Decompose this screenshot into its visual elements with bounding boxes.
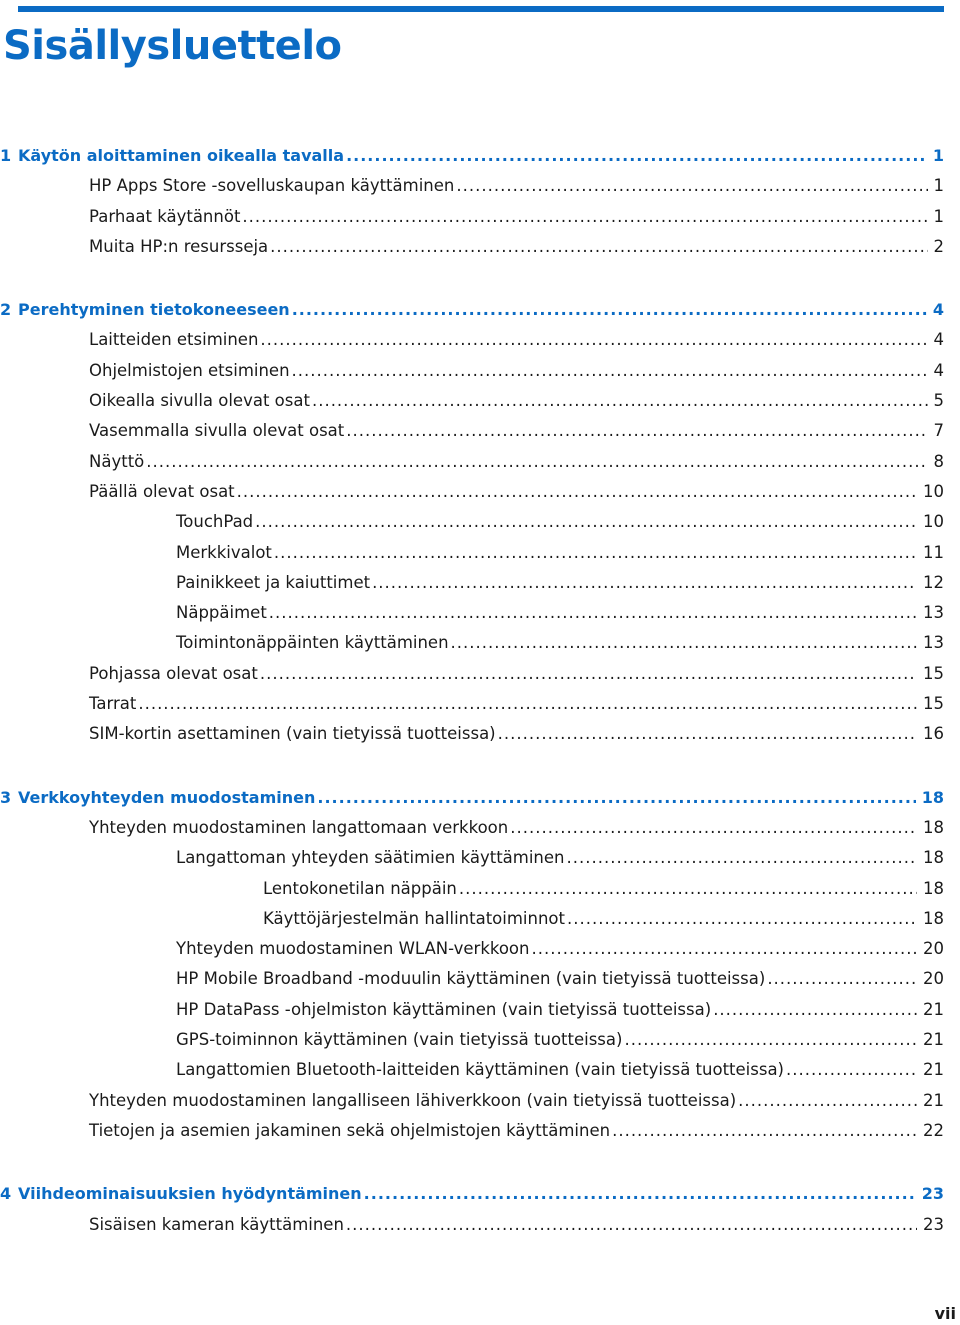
toc-entry[interactable]	[0, 171, 944, 201]
toc-entry[interactable]	[0, 202, 944, 232]
dot-leader	[510, 813, 917, 843]
toc-entry-label: Vasemmalla sivulla olevat osat	[89, 421, 345, 441]
toc-entry-label: Yhteyden muodostaminen WLAN-verkkoon	[176, 939, 530, 959]
toc-entry[interactable]	[0, 628, 944, 658]
chapter-title	[0, 1179, 364, 1209]
toc-entry-page-number: 7	[933, 421, 944, 441]
toc-entry-page-number: 16	[923, 724, 944, 744]
toc-entry-label: Langattoman yhteyden säätimien käyttäminen	[176, 848, 565, 868]
dot-leader	[270, 232, 927, 262]
toc-entry-page-number: 13	[923, 633, 944, 653]
toc-entry-page-number: 22	[923, 1120, 944, 1140]
toc-entry-label: Yhteyden muodostaminen langattomaan verkkoon	[89, 817, 509, 837]
chapter-number: 1	[0, 146, 12, 165]
dot-leader	[346, 416, 927, 446]
dot-leader	[372, 568, 917, 598]
toc-entry[interactable]	[0, 356, 944, 386]
toc-entry-page-number: 1	[933, 176, 944, 196]
dot-leader	[456, 171, 927, 201]
toc-entry[interactable]	[0, 538, 944, 568]
chapter-title	[0, 783, 317, 813]
toc-entry[interactable]	[0, 416, 944, 446]
toc-entry-page-number: 1	[933, 206, 944, 226]
top-rule	[18, 6, 944, 12]
toc-entry-label: Lentokonetilan näppäin	[263, 878, 457, 898]
toc-entry-label: Käyttöjärjestelmän hallintatoiminnot	[263, 908, 565, 928]
toc-chapter-1[interactable]	[0, 141, 944, 171]
dot-leader	[269, 598, 917, 628]
toc-entry[interactable]	[0, 568, 944, 598]
toc-entry[interactable]	[0, 1210, 944, 1240]
toc-entry[interactable]	[0, 934, 944, 964]
toc-entry-page-number: 10	[923, 512, 944, 532]
toc-entry-label: HP DataPass -ohjelmiston käyttäminen (vain tietyissä tuotteissa)	[176, 999, 712, 1019]
toc-entry[interactable]	[0, 719, 944, 749]
dot-leader	[767, 964, 917, 994]
toc-entry-label: TouchPad	[176, 512, 254, 532]
dot-leader	[451, 628, 917, 658]
toc-entry-label: Sisäisen kameran käyttäminen	[89, 1214, 344, 1234]
toc-entry-label: Ohjelmistojen etsiminen	[89, 360, 290, 380]
dot-leader	[274, 538, 917, 568]
toc-entry-page-number: 4	[933, 360, 944, 380]
chapter-label: Viihdeominaisuuksien hyödyntäminen	[18, 1184, 362, 1204]
chapter-gap	[0, 750, 944, 783]
toc-entry[interactable]	[0, 1116, 944, 1146]
dot-leader	[260, 325, 927, 355]
chapter-label: Käytön aloittaminen oikealla tavalla	[18, 146, 345, 165]
toc-entry-label: Laitteiden etsiminen	[89, 330, 259, 350]
toc-entry[interactable]	[0, 1086, 944, 1116]
toc-entry-page-number: 23	[923, 1214, 944, 1234]
toc-entry-page-number: 20	[923, 969, 944, 989]
dot-leader	[237, 477, 917, 507]
dot-leader	[364, 1179, 916, 1209]
dot-leader	[292, 295, 927, 325]
toc-entry-page-number: 20	[923, 939, 944, 959]
dot-leader	[624, 1025, 917, 1055]
chapter-number: 3	[0, 787, 12, 807]
toc-entry-page-number: 21	[923, 1030, 944, 1050]
toc-entry-label: GPS-toiminnon käyttäminen (vain tietyissä tuotteissa)	[176, 1030, 623, 1050]
dot-leader	[532, 934, 918, 964]
page-number: vii	[934, 1304, 956, 1323]
toc-entry-label: Parhaat käytännöt	[89, 206, 241, 226]
toc-entry-page-number: 18	[923, 878, 944, 898]
page-title: Sisällysluettelo	[3, 23, 342, 69]
dot-leader	[786, 1055, 917, 1085]
toc-entry-label: Oikealla sivulla olevat osat	[89, 391, 310, 411]
toc-entry-page-number: 4	[933, 330, 944, 350]
toc-entry-page-number: 18	[923, 908, 944, 928]
toc-chapter-3[interactable]	[0, 783, 944, 813]
toc-entry[interactable]	[0, 232, 944, 262]
dot-leader	[713, 995, 917, 1025]
toc-chapter-4[interactable]	[0, 1179, 944, 1209]
toc-entry-label: Merkkivalot	[176, 542, 272, 562]
dot-leader	[292, 356, 928, 386]
dot-leader	[242, 202, 927, 232]
toc-entry[interactable]	[0, 964, 944, 994]
toc-entry[interactable]	[0, 507, 944, 537]
toc-entry[interactable]	[0, 1055, 944, 1085]
dot-leader	[317, 783, 915, 813]
table-of-contents	[0, 141, 944, 1240]
toc-entry[interactable]	[0, 1025, 944, 1055]
toc-entry[interactable]	[0, 325, 944, 355]
toc-entry-label: Muita HP:n resursseja	[89, 236, 269, 256]
chapter-number: 4	[0, 1184, 12, 1204]
dot-leader	[346, 141, 927, 171]
toc-entry[interactable]	[0, 813, 944, 843]
dot-leader	[255, 507, 917, 537]
dot-leader	[459, 874, 917, 904]
toc-entry[interactable]	[0, 598, 944, 628]
dot-leader	[146, 447, 927, 477]
toc-entry[interactable]	[0, 447, 944, 477]
toc-entry-label: Pohjassa olevat osat	[89, 663, 258, 683]
toc-entry-page-number: 8	[933, 451, 944, 471]
toc-entry-label: Toimintonäppäinten käyttäminen	[176, 633, 449, 653]
toc-entry-label: Tarrat	[89, 694, 137, 714]
chapter-page-number: 4	[932, 300, 944, 320]
toc-entry-page-number: 15	[923, 694, 944, 714]
toc-entry-page-number: 13	[923, 603, 944, 623]
dot-leader	[567, 843, 918, 873]
dot-leader	[498, 719, 917, 749]
toc-entry-label: HP Apps Store -sovelluskaupan käyttäminen	[89, 176, 455, 196]
dot-leader	[260, 659, 917, 689]
toc-entry-page-number: 2	[933, 236, 944, 256]
chapter-title	[0, 141, 346, 171]
dot-leader	[346, 1210, 917, 1240]
toc-chapter-2[interactable]	[0, 295, 944, 325]
chapter-number: 2	[0, 300, 12, 320]
toc-entry[interactable]	[0, 995, 944, 1025]
chapter-page-number: 23	[921, 1184, 944, 1204]
toc-entry-page-number: 15	[923, 663, 944, 683]
toc-entry-page-number: 21	[923, 1090, 944, 1110]
chapter-gap	[0, 1146, 944, 1179]
chapter-label: Perehtyminen tietokoneeseen	[18, 300, 290, 320]
chapter-page-number: 18	[921, 787, 944, 807]
toc-entry[interactable]	[0, 689, 944, 719]
toc-entry-label: HP Mobile Broadband -moduulin käyttäminen (vain tietyissä tuotteissa)	[176, 969, 766, 989]
toc-entry-page-number: 12	[923, 572, 944, 592]
toc-entry-label: Näyttö	[89, 451, 145, 471]
toc-entry-page-number: 18	[923, 817, 944, 837]
chapter-page-number: 1	[932, 146, 944, 165]
chapter-label: Verkkoyhteyden muodostaminen	[18, 787, 316, 807]
toc-entry[interactable]	[0, 904, 944, 934]
chapter-gap	[0, 262, 944, 295]
toc-entry-page-number: 18	[923, 848, 944, 868]
dot-leader	[567, 904, 917, 934]
dot-leader	[738, 1086, 917, 1116]
toc-entry-page-number: 11	[923, 542, 944, 562]
toc-entry-label: Tietojen ja asemien jakaminen sekä ohjelmistojen käyttäminen	[89, 1120, 611, 1140]
toc-entry-label: Yhteyden muodostaminen langalliseen lähiverkkoon (vain tietyissä tuotteissa)	[89, 1090, 737, 1110]
chapter-title	[0, 295, 292, 325]
toc-entry-page-number: 10	[923, 481, 944, 501]
toc-entry-label: Langattomien Bluetooth-laitteiden käyttäminen (vain tietyissä tuotteissa)	[176, 1060, 784, 1080]
dot-leader	[312, 386, 928, 416]
toc-entry[interactable]	[0, 477, 944, 507]
toc-entry-label: Päällä olevat osat	[89, 481, 235, 501]
dot-leader	[612, 1116, 917, 1146]
toc-entry-label: SIM-kortin asettaminen (vain tietyissä tuotteissa)	[89, 724, 496, 744]
toc-entry[interactable]	[0, 386, 944, 416]
toc-entry-page-number: 5	[933, 391, 944, 411]
toc-entry[interactable]	[0, 874, 944, 904]
toc-entry-label: Näppäimet	[176, 603, 267, 623]
toc-entry[interactable]	[0, 843, 944, 873]
toc-entry[interactable]	[0, 659, 944, 689]
toc-entry-page-number: 21	[923, 1060, 944, 1080]
dot-leader	[138, 689, 917, 719]
toc-entry-label: Painikkeet ja kaiuttimet	[176, 572, 371, 592]
toc-entry-page-number: 21	[923, 999, 944, 1019]
